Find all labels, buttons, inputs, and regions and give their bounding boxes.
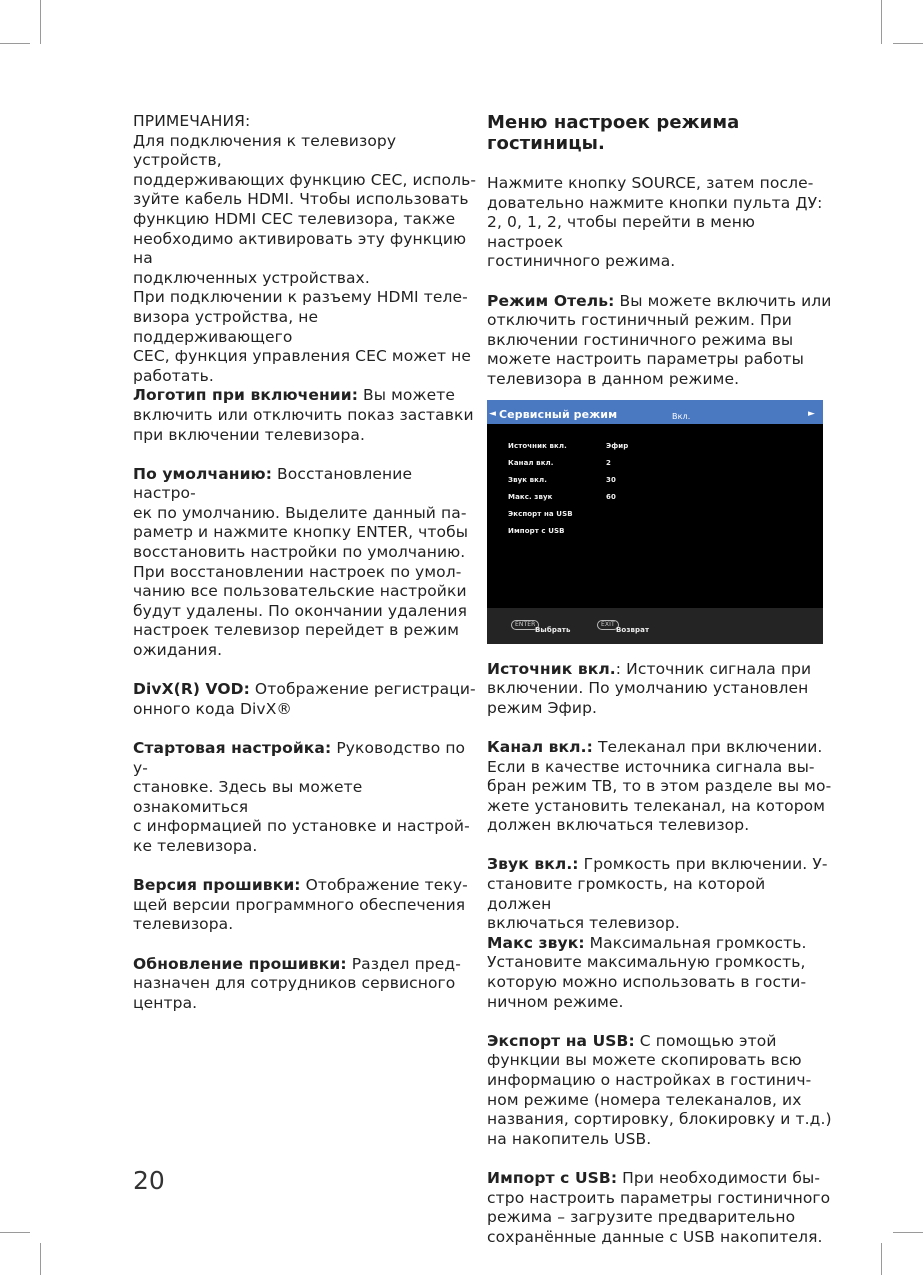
left-arrow-icon: ◄ [489, 408, 497, 419]
right-column [487, 112, 832, 1247]
tv-menu-item-value: 2 [606, 458, 611, 467]
logo-label: Логотип при включении: [133, 386, 359, 405]
right-arrow-icon: ► [807, 408, 815, 419]
tv-service-menu-screenshot [487, 400, 823, 644]
crop-mark [40, 1243, 41, 1275]
page-number: 20 [133, 1166, 165, 1195]
hotel-paragraph: Режим Отель: Вы можете включить или отключить гостиничный режим. При включении гостиничного режима вы можете настроить параметры работы телевизора в данном режиме. [487, 291, 832, 388]
hotel-label: Режим Отель: [487, 291, 615, 310]
sound-paragraph: Звук вкл.: Громкость при включении. У- становите громкость, на которой должен включаться телевизор. [487, 855, 828, 933]
section-heading: Меню настроек режима гостиницы. [487, 112, 740, 154]
notes-heading: ПРИМЕЧАНИЯ: [133, 112, 251, 130]
sound-label: Звук вкл.: [487, 855, 579, 874]
max-sound-paragraph: Макс звук: Максимальная громкость. Установите максимальную громкость, которую можно использовать в гости- ничном режиме. [487, 933, 807, 1011]
tv-menu-item-value: 60 [606, 492, 616, 501]
tv-menu-item: Макс. звук [508, 492, 553, 501]
tv-menu-item: Звук вкл. [508, 475, 548, 484]
crop-mark [40, 0, 41, 44]
tv-menu-item: Экспорт на USB [508, 509, 573, 518]
firmware-label: Версия прошивки: [133, 876, 301, 895]
source-label: Источник вкл. [487, 659, 616, 678]
left-column [133, 112, 478, 1013]
tv-menu-item: Канал вкл. [508, 458, 554, 467]
tv-menu-header [487, 400, 823, 424]
tv-menu-title: Сервисный режим [499, 407, 618, 421]
import-label: Импорт с USB: [487, 1168, 618, 1187]
tv-menu-item: Импорт с USB [508, 526, 565, 535]
notes-paragraph-2: При подключении к разъему HDMI теле- визора устройства, не поддерживающего CEC, функция управления CEC может не работать. [133, 288, 472, 385]
setup-paragraph: Стартовая настройка: Руководство по у- становке. Здесь вы можете ознакомиться с информацией по установке и настрой- ке телевизора. [133, 739, 470, 855]
crop-mark [881, 1243, 882, 1275]
divx-paragraph: DivX(R) VOD: Отображение регистраци- онного кода DivX® [133, 680, 476, 718]
crop-mark [893, 1232, 923, 1233]
source-paragraph: Источник вкл.: Источник сигнала при включении. По умолчанию установлен режим Эфир. [487, 659, 812, 717]
update-label: Обновление прошивки: [133, 954, 347, 973]
max-sound-label: Макс звук: [487, 933, 585, 952]
intro-paragraph: Нажмите кнопку SOURCE, затем после- довательно нажмите кнопки пульта ДУ: 2, 0, 1, 2, чтобы перейти в меню настроек гостиничного режима. [487, 174, 823, 271]
default-label: По умолчанию: [133, 464, 273, 483]
tv-menu-item-value: 30 [606, 475, 616, 484]
exit-key-icon: EXIT [597, 620, 619, 630]
notes-paragraph-1: Для подключения к телевизору устройств, поддерживающих функцию CEC, исполь- зуйте кабель HDMI. Чтобы использовать функцию HDMI CEC телевизора, также необходимо активировать эту функцию на подключенных устройствах. [133, 131, 477, 287]
export-paragraph: Экспорт на USB: С помощью этой функции вы можете скопировать всю информацию о настройках в гостинич- ном режиме (номера телеканалов, их названия, сортировку, блокировку и т.д.) на накопитель USB. [487, 1031, 832, 1148]
crop-mark [881, 0, 882, 44]
export-label: Экспорт на USB: [487, 1031, 635, 1050]
import-paragraph: Импорт с USB: При необходимости бы- стро настроить параметры гостиничного режима – загрузите предварительно сохранённые данные с USB накопителя. [487, 1168, 831, 1246]
enter-key-label: Выбрать [535, 625, 571, 634]
tv-menu-item: Источник вкл. [508, 441, 567, 450]
tv-menu-title-value: Вкл. [672, 411, 691, 421]
tv-menu-footer [487, 608, 823, 644]
channel-paragraph: Канал вкл.: Телеканал при включении. Если в качестве источника сигнала вы- бран режим ТВ, то в этом разделе вы мо- жете установить телеканал, на котором должен включаться телевизор. [487, 737, 832, 835]
channel-label: Канал вкл.: [487, 737, 593, 756]
crop-mark [893, 43, 923, 44]
setup-label: Стартовая настройка: [133, 739, 332, 757]
crop-mark [0, 43, 30, 44]
crop-mark [0, 1232, 30, 1233]
exit-key-label: Возврат [616, 625, 650, 634]
update-paragraph: Обновление прошивки: Раздел пред- назначен для сотрудников сервисного центра. [133, 954, 461, 1012]
logo-paragraph: Логотип при включении: Вы можете включить или отключить показ заставки при включении телевизора. [133, 386, 474, 444]
enter-key-icon: ENTER [511, 620, 539, 630]
firmware-paragraph: Версия прошивки: Отображение теку- щей версии программного обеспечения телевизора. [133, 876, 468, 934]
divx-label: DivX(R) VOD: [133, 680, 250, 699]
tv-menu-item-value: Эфир [606, 441, 629, 450]
default-paragraph: По умолчанию: Восстановление настро- ек по умолчанию. Выделите данный па- раметр и нажмите кнопку ENTER, чтобы восстановить настройки по умолчанию. При восстановлении настроек по умол- чанию все пользовательские настройки будут удалены. По окончании удаления настроек телевизор перейдет в режим ожидания. [133, 464, 469, 660]
